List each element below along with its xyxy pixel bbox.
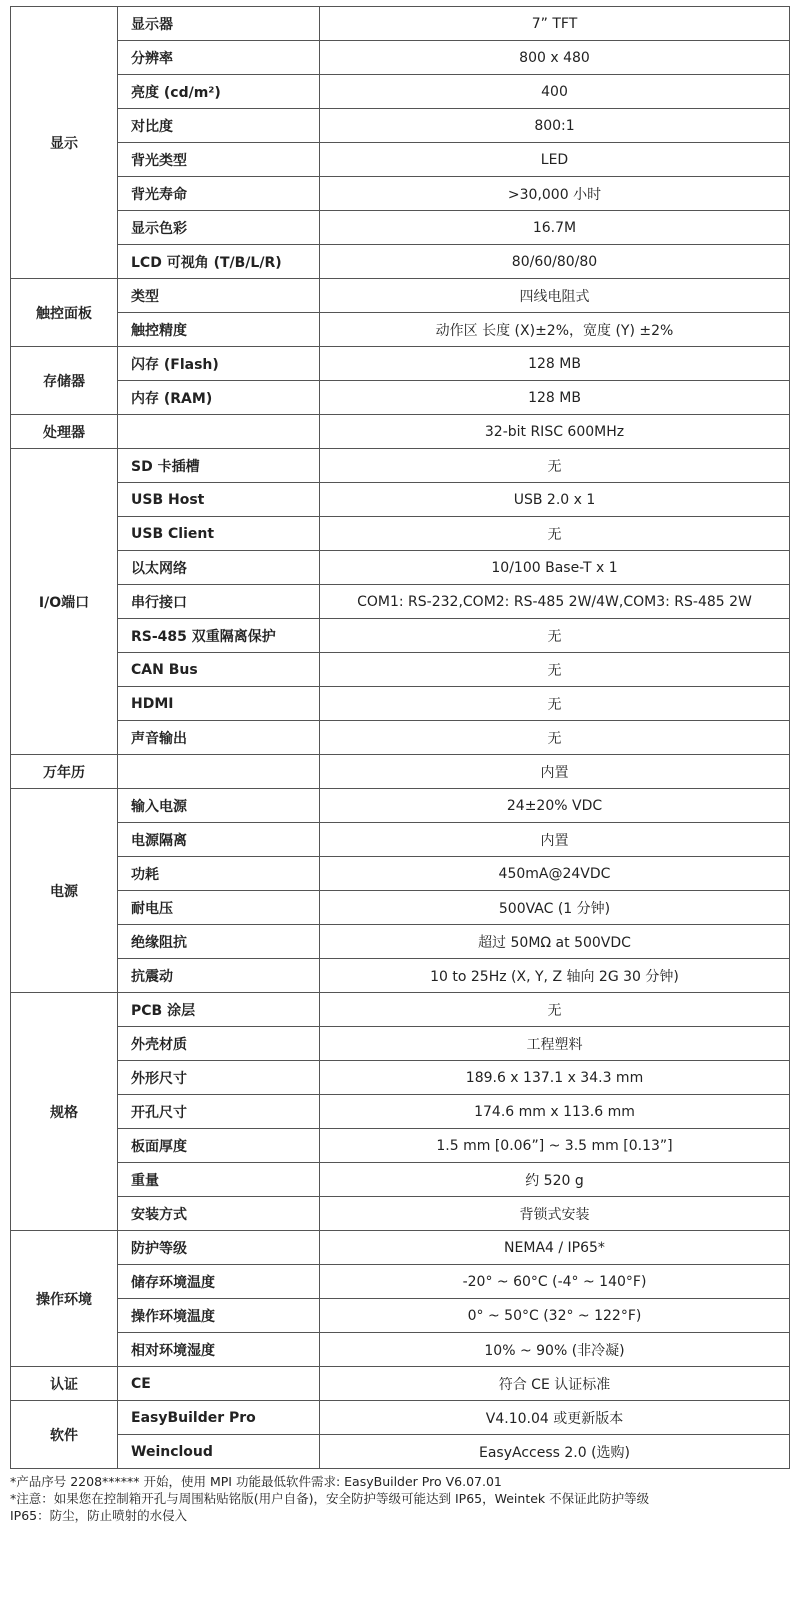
spec-value: 10 to 25Hz (X, Y, Z 轴向 2G 30 分钟)	[320, 959, 790, 993]
spec-value: 四线电阻式	[320, 279, 790, 313]
spec-value: 无	[320, 517, 790, 551]
spec-row	[11, 517, 790, 551]
category-cell: 显示	[11, 7, 118, 279]
spec-row	[11, 1163, 790, 1197]
spec-row	[11, 993, 790, 1027]
spec-label	[118, 415, 320, 449]
spec-label: LCD 可视角 (T/B/L/R)	[118, 245, 320, 279]
category-cell: 万年历	[11, 755, 118, 789]
spec-value: 189.6 x 137.1 x 34.3 mm	[320, 1061, 790, 1095]
spec-row	[11, 857, 790, 891]
spec-row	[11, 1095, 790, 1129]
spec-label: 操作环境温度	[118, 1299, 320, 1333]
spec-label: 显示色彩	[118, 211, 320, 245]
spec-row	[11, 1367, 790, 1401]
spec-label: SD 卡插槽	[118, 449, 320, 483]
spec-value: -20° ~ 60°C (-4° ~ 140°F)	[320, 1265, 790, 1299]
spec-label: EasyBuilder Pro	[118, 1401, 320, 1435]
spec-label: 储存环境温度	[118, 1265, 320, 1299]
category-cell: I/O端口	[11, 449, 118, 755]
spec-value: 无	[320, 721, 790, 755]
spec-label: 电源隔离	[118, 823, 320, 857]
spec-label: 重量	[118, 1163, 320, 1197]
spec-value: 128 MB	[320, 347, 790, 381]
spec-value: 无	[320, 653, 790, 687]
spec-value: 174.6 mm x 113.6 mm	[320, 1095, 790, 1129]
spec-row	[11, 1231, 790, 1265]
spec-label: 功耗	[118, 857, 320, 891]
spec-label: 绝缘阻抗	[118, 925, 320, 959]
spec-label: 类型	[118, 279, 320, 313]
spec-value: >30,000 小时	[320, 177, 790, 211]
spec-value: 500VAC (1 分钟)	[320, 891, 790, 925]
spec-label: 耐电压	[118, 891, 320, 925]
spec-label: 显示器	[118, 7, 320, 41]
spec-row	[11, 925, 790, 959]
spec-row	[11, 143, 790, 177]
spec-value: 无	[320, 619, 790, 653]
category-cell: 认证	[11, 1367, 118, 1401]
category-cell: 触控面板	[11, 279, 118, 347]
category-cell: 软件	[11, 1401, 118, 1469]
spec-value: 800 x 480	[320, 41, 790, 75]
spec-row	[11, 551, 790, 585]
spec-value: 内置	[320, 823, 790, 857]
spec-label: HDMI	[118, 687, 320, 721]
spec-value: 超过 50MΩ at 500VDC	[320, 925, 790, 959]
spec-row	[11, 823, 790, 857]
spec-label: USB Host	[118, 483, 320, 517]
footnote-1: *产品序号 2208****** 开始，使用 MPI 功能最低软件需求: EasyBuilder Pro V6.07.01	[10, 1474, 502, 1489]
spec-row	[11, 279, 790, 313]
spec-value: 背锁式安装	[320, 1197, 790, 1231]
spec-row	[11, 347, 790, 381]
spec-value: 80/60/80/80	[320, 245, 790, 279]
spec-label: 亮度 (cd/m²)	[118, 75, 320, 109]
spec-value: 无	[320, 993, 790, 1027]
spec-value: V4.10.04 或更新版本	[320, 1401, 790, 1435]
spec-value: 32-bit RISC 600MHz	[320, 415, 790, 449]
spec-value: COM1: RS-232,COM2: RS-485 2W/4W,COM3: RS-485 2W	[320, 585, 790, 619]
footnote-2: *注意：如果您在控制箱开孔与周围粘贴铭版(用户自备)，安全防护等级可能达到 IP65，Weintek 不保证此防护等级	[10, 1491, 650, 1506]
spec-label: 开孔尺寸	[118, 1095, 320, 1129]
spec-row	[11, 687, 790, 721]
spec-table	[10, 6, 790, 1469]
spec-row	[11, 7, 790, 41]
spec-value: 符合 CE 认证标准	[320, 1367, 790, 1401]
spec-row	[11, 483, 790, 517]
spec-label: 对比度	[118, 109, 320, 143]
spec-row	[11, 313, 790, 347]
spec-value: 动作区 长度 (X)±2%，宽度 (Y) ±2%	[320, 313, 790, 347]
spec-value: 无	[320, 687, 790, 721]
spec-value: 无	[320, 449, 790, 483]
category-cell: 规格	[11, 993, 118, 1231]
spec-label: 板面厚度	[118, 1129, 320, 1163]
spec-row	[11, 653, 790, 687]
spec-label: 内存 (RAM)	[118, 381, 320, 415]
spec-label: CE	[118, 1367, 320, 1401]
spec-value: USB 2.0 x 1	[320, 483, 790, 517]
spec-value: 10/100 Base-T x 1	[320, 551, 790, 585]
spec-value: 16.7M	[320, 211, 790, 245]
spec-value: 内置	[320, 755, 790, 789]
category-cell: 处理器	[11, 415, 118, 449]
spec-value: 约 520 g	[320, 1163, 790, 1197]
spec-label: 分辨率	[118, 41, 320, 75]
spec-label: 抗震动	[118, 959, 320, 993]
spec-row	[11, 585, 790, 619]
spec-row	[11, 415, 790, 449]
spec-label: 背光寿命	[118, 177, 320, 211]
spec-value: NEMA4 / IP65*	[320, 1231, 790, 1265]
spec-label: 防护等级	[118, 1231, 320, 1265]
spec-row	[11, 109, 790, 143]
spec-label: 声音输出	[118, 721, 320, 755]
category-cell: 操作环境	[11, 1231, 118, 1367]
spec-row	[11, 211, 790, 245]
spec-row	[11, 721, 790, 755]
spec-row	[11, 245, 790, 279]
footnotes	[10, 1473, 790, 1524]
spec-row	[11, 959, 790, 993]
spec-label: 相对环境湿度	[118, 1333, 320, 1367]
spec-value: 24±20% VDC	[320, 789, 790, 823]
spec-label: 触控精度	[118, 313, 320, 347]
spec-label: 串行接口	[118, 585, 320, 619]
spec-row	[11, 75, 790, 109]
spec-row	[11, 1197, 790, 1231]
spec-row	[11, 789, 790, 823]
spec-row	[11, 1061, 790, 1095]
spec-row	[11, 1401, 790, 1435]
spec-value: 450mA@24VDC	[320, 857, 790, 891]
spec-row	[11, 1027, 790, 1061]
spec-label: PCB 涂层	[118, 993, 320, 1027]
category-cell: 存储器	[11, 347, 118, 415]
spec-sheet	[10, 6, 790, 1524]
category-cell: 电源	[11, 789, 118, 993]
spec-label: 背光类型	[118, 143, 320, 177]
spec-row	[11, 1129, 790, 1163]
spec-value: 128 MB	[320, 381, 790, 415]
spec-row	[11, 891, 790, 925]
spec-row	[11, 619, 790, 653]
spec-value: 800:1	[320, 109, 790, 143]
spec-label	[118, 755, 320, 789]
spec-label: Weincloud	[118, 1435, 320, 1469]
spec-label: USB Client	[118, 517, 320, 551]
spec-label: 外形尺寸	[118, 1061, 320, 1095]
spec-row	[11, 449, 790, 483]
spec-label: 以太网络	[118, 551, 320, 585]
spec-label: CAN Bus	[118, 653, 320, 687]
spec-label: 安装方式	[118, 1197, 320, 1231]
spec-row	[11, 381, 790, 415]
spec-label: RS-485 双重隔离保护	[118, 619, 320, 653]
spec-value: 工程塑料	[320, 1027, 790, 1061]
spec-label: 输入电源	[118, 789, 320, 823]
spec-value: 400	[320, 75, 790, 109]
spec-value: 7” TFT	[320, 7, 790, 41]
spec-label: 闪存 (Flash)	[118, 347, 320, 381]
spec-row	[11, 1435, 790, 1469]
spec-value: 1.5 mm [0.06”] ~ 3.5 mm [0.13”]	[320, 1129, 790, 1163]
spec-value: EasyAccess 2.0 (选购)	[320, 1435, 790, 1469]
spec-row	[11, 1299, 790, 1333]
spec-value: LED	[320, 143, 790, 177]
spec-label: 外壳材质	[118, 1027, 320, 1061]
spec-row	[11, 177, 790, 211]
spec-row	[11, 1265, 790, 1299]
spec-row	[11, 1333, 790, 1367]
spec-value: 0° ~ 50°C (32° ~ 122°F)	[320, 1299, 790, 1333]
footnote-3: IP65：防尘，防止喷射的水侵入	[10, 1508, 188, 1523]
spec-row	[11, 41, 790, 75]
spec-value: 10% ~ 90% (非冷凝)	[320, 1333, 790, 1367]
spec-row	[11, 755, 790, 789]
